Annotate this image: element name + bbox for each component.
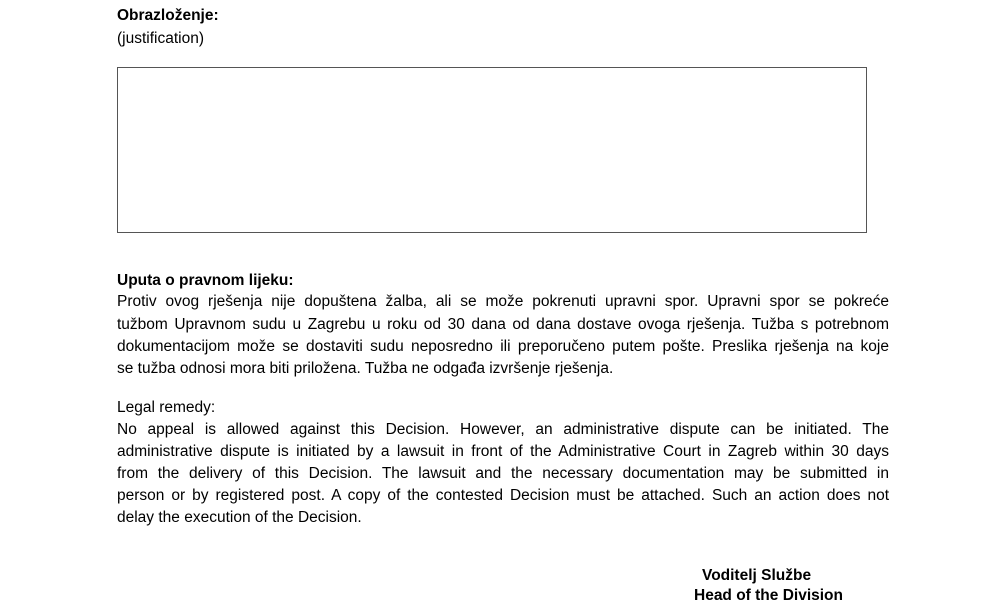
signature-title-hr: Voditelj Službe [702, 567, 812, 584]
legal-remedy-en-line: from the delivery of this Decision. The lawsuit and the necessary documentation may be submitted in [117, 465, 889, 482]
legal-remedy-hr-line: se tužba odnosi mora biti priložena. Tužba ne odgađa izvršenje rješenja. [117, 360, 614, 377]
justification-subheading: (justification) [117, 30, 204, 47]
legal-remedy-hr-heading: Uputa o pravnom lijeku: [117, 272, 294, 289]
justification-textbox[interactable] [117, 67, 867, 233]
legal-remedy-en-line: person or by registered post. A copy of the contested Decision must be attached. Such an action does not [117, 487, 889, 504]
legal-remedy-hr-line: dokumentacijom može se dostaviti sudu neposredno ili preporučeno putem pošte. Preslika rješenja na koje [117, 338, 889, 355]
legal-remedy-en-line: administrative dispute is initiated by a lawsuit in front of the Administrative Court in Zagreb within 30 days [117, 443, 889, 460]
justification-heading: Obrazloženje: [117, 7, 219, 24]
legal-remedy-en-line: No appeal is allowed against this Decision. However, an administrative dispute can be initiated. The [117, 421, 889, 438]
signature-title-en: Head of the Division [694, 587, 843, 604]
legal-remedy-hr-line: Protiv ovog rješenja nije dopuštena žalba, ali se može pokrenuti upravni spor. Upravni spor se pokreće [117, 293, 889, 310]
legal-remedy-en-heading: Legal remedy: [117, 399, 216, 416]
legal-remedy-hr-line: tužbom Upravnom sudu u Zagrebu u roku od 30 dana od dana dostave ovoga rješenja. Tužba s potrebnom [117, 316, 889, 333]
legal-remedy-en-line: delay the execution of the Decision. [117, 509, 362, 526]
